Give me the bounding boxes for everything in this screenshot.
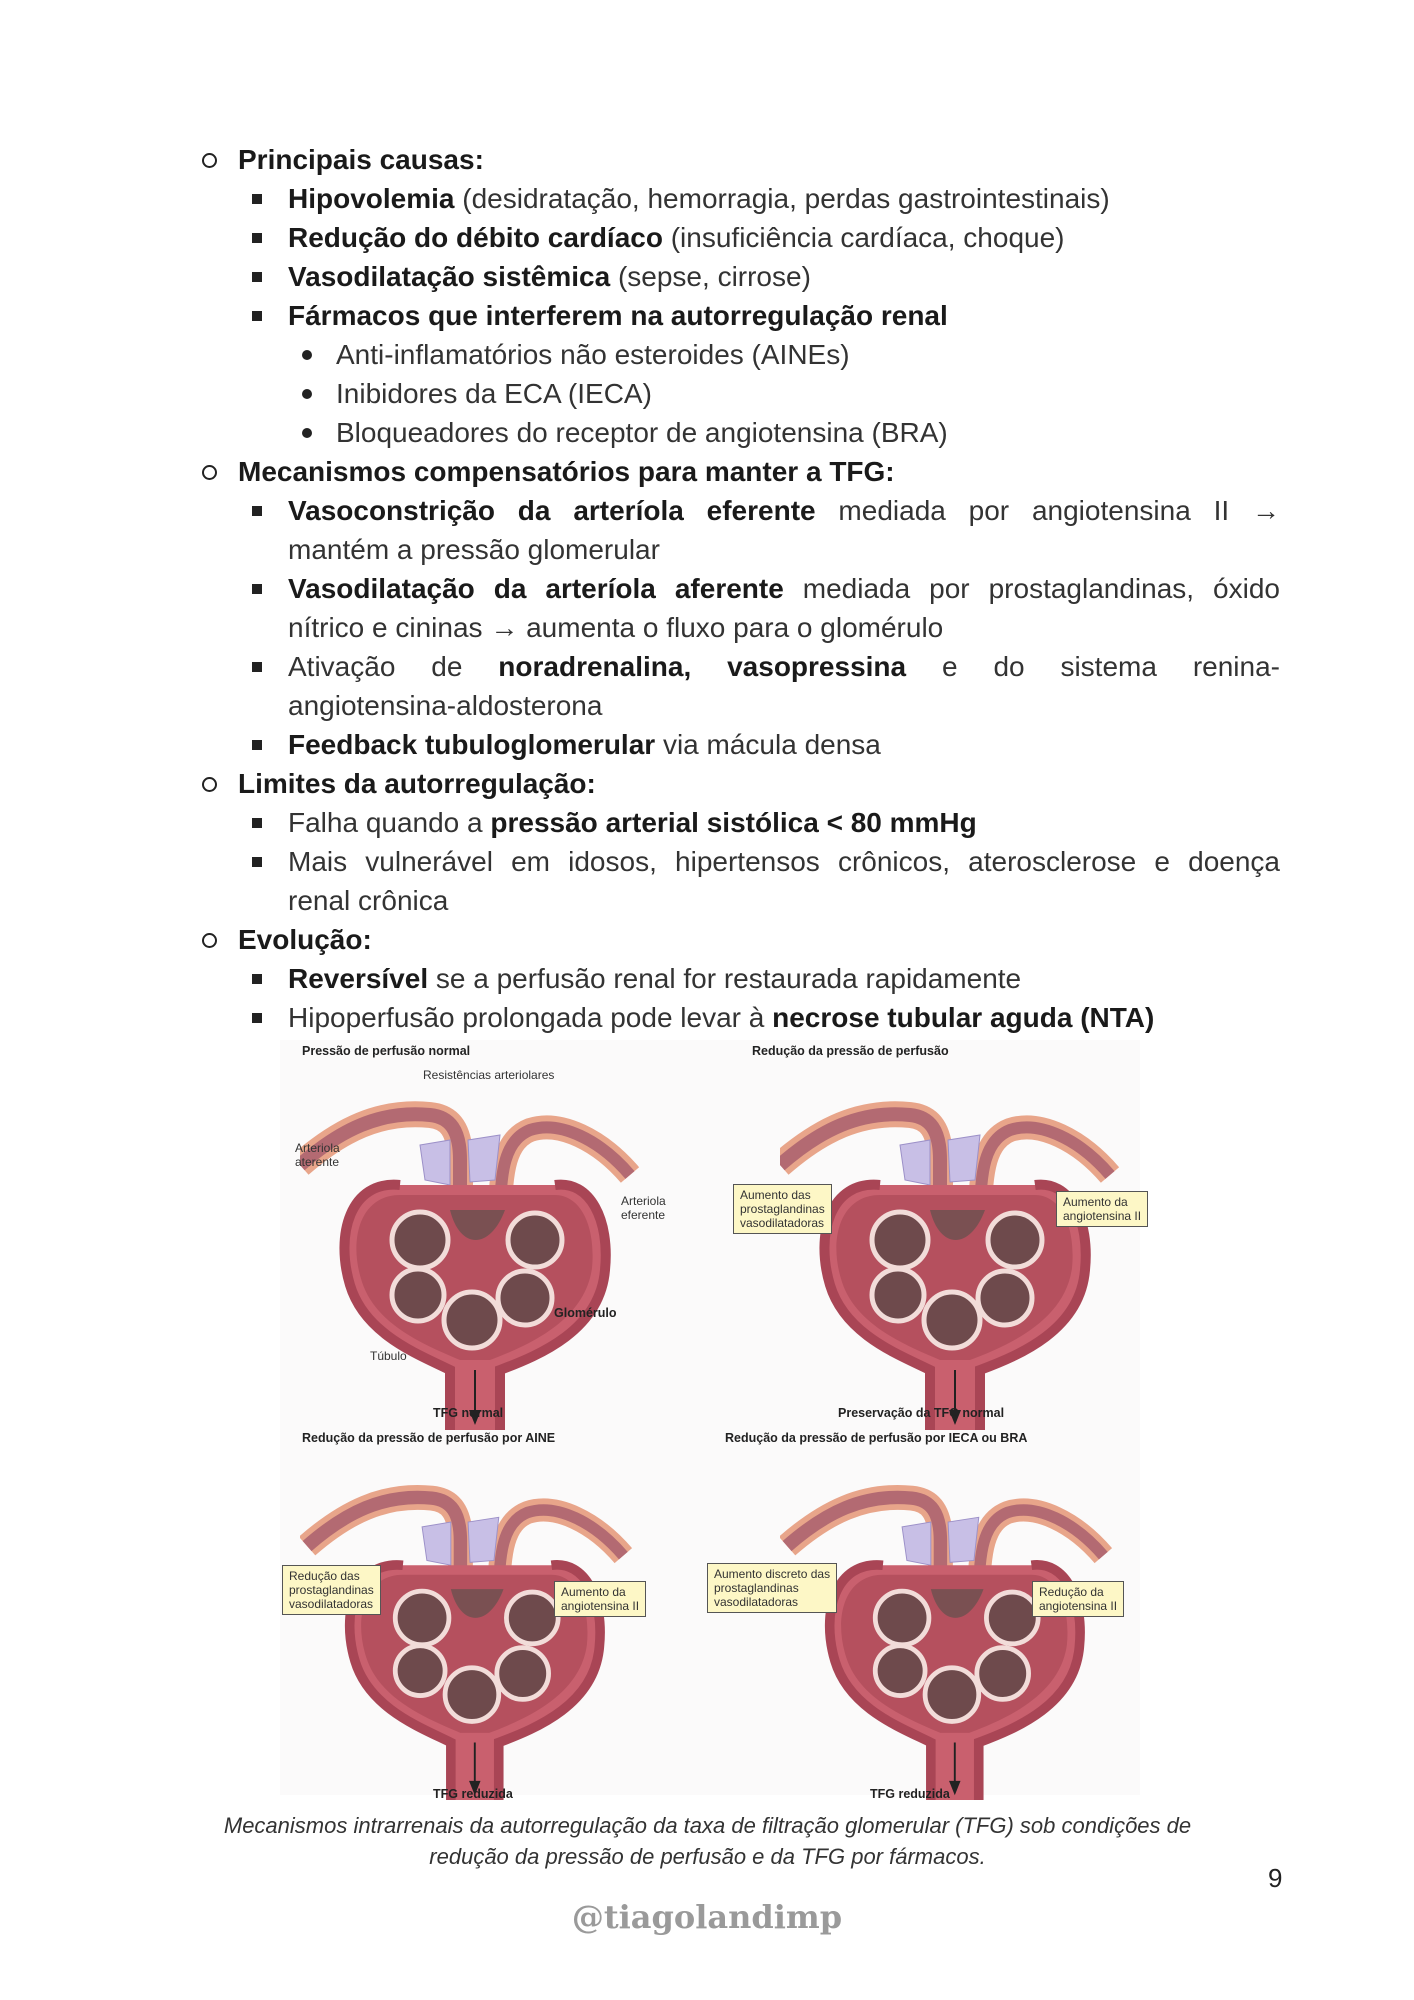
square-bullet-icon [252,818,262,828]
list-item: Vasodilatação da arteríola aferente mediada por prostaglandinas, óxido nítrico e cininas → aumenta o fluxo para o glomérulo [200,569,1280,647]
glomerulus-autoregulation-figure [280,1040,1142,1801]
square-bullet-icon [252,194,262,204]
dot-bullet-icon [302,350,312,360]
section-heading-limites: Limites da autorregulação: [200,764,1280,803]
square-bullet-icon [252,740,262,750]
hollow-circle-bullet-icon [202,777,217,792]
square-bullet-icon [252,584,262,594]
panel-normal-perfusion: Pressão de perfusão normal Resistências arteriolares Arteriola aterente Arteriola eferente Glomérulo Túbulo TFG normal [280,1040,700,1410]
dot-bullet-icon [302,428,312,438]
list-subitem: Bloqueadores do receptor de angiotensina (BRA) [200,413,1280,452]
list-item: Reversível se a perfusão renal for restaurada rapidamente [200,959,1280,998]
list-subitem: Anti-inflamatórios não esteroides (AINEs) [200,335,1280,374]
list-subitem: Inibidores da ECA (IECA) [200,374,1280,413]
list-item: Mais vulnerável em idosos, hipertensos crônicos, aterosclerose e doença renal crônica [200,842,1280,920]
square-bullet-icon [252,974,262,984]
list-item: Redução do débito cardíaco (insuficiência cardíaca, choque) [200,218,1280,257]
glomerulus-illustration [780,1455,1120,1800]
list-item: Ativação de noradrenalina, vasopressina e do sistema renina- angiotensina-aldosterona [200,647,1280,725]
square-bullet-icon [252,233,262,243]
square-bullet-icon [252,272,262,282]
callout-left: Redução das prostaglandinas vasodilatadoras [282,1565,381,1615]
figure-caption: Mecanismos intrarrenais da autorregulação da taxa de filtração glomerular (TFG) sob condições de redução da pressão de perfusão e da TFG por fármacos. [223,1813,1192,1869]
author-watermark: @tiagolandimp [571,1898,843,1936]
list-item: Fármacos que interferem na autorregulação renal [200,296,1280,335]
square-bullet-icon [252,662,262,672]
callout-right: Redução da angiotensina II [1032,1581,1124,1617]
list-item: Falha quando a pressão arterial sistólica < 80 mmHg [200,803,1280,842]
content-list [200,140,1280,1037]
list-item: Hipoperfusão prolongada pode levar à necrose tubular aguda (NTA) [200,998,1280,1037]
glomerulus-illustration [300,1070,640,1430]
callout-left: Aumento discreto das prostaglandinas vasodilatadoras [707,1563,837,1613]
hollow-circle-bullet-icon [202,465,217,480]
list-item: Hipovolemia (desidratação, hemorragia, perdas gastrointestinais) [200,179,1280,218]
section-heading-mecanismos: Mecanismos compensatórios para manter a TFG: [200,452,1280,491]
section-heading-evolucao: Evolução: [200,920,1280,959]
list-item: Vasodilatação sistêmica (sepse, cirrose) [200,257,1280,296]
square-bullet-icon [252,311,262,321]
hollow-circle-bullet-icon [202,153,217,168]
section-heading-principais-causas: Principais causas: [200,140,1280,179]
list-item: Feedback tubuloglomerular via mácula densa [200,725,1280,764]
dot-bullet-icon [302,389,312,399]
square-bullet-icon [252,1013,262,1023]
callout-right: Aumento da angiotensina II [1056,1191,1148,1227]
glomerulus-illustration [300,1455,640,1800]
panel-aine: Redução da pressão de perfusão por AINE Redução das prostaglandinas vasodilatadoras Aumento da angiotensina II TFG reduzida [280,1425,700,1795]
callout-left: Aumento das prostaglandinas vasodilatadoras [733,1184,832,1234]
page-number: 9 [1268,1863,1283,1893]
glomerulus-illustration [780,1070,1120,1430]
square-bullet-icon [252,506,262,516]
hollow-circle-bullet-icon [202,933,217,948]
panel-ieca-bra: Redução da pressão de perfusão por IECA ou BRA Aumento discreto das prostaglandinas vasodilatadoras Redução da angiotensina II TFG reduzida [710,1425,1130,1795]
callout-right: Aumento da angiotensina II [554,1581,646,1617]
list-item: Vasoconstrição da arteríola eferente mediada por angiotensina II → mantém a pressão glomerular [200,491,1280,569]
panel-reduced-perfusion: Redução da pressão de perfusão Aumento das prostaglandinas vasodilatadoras Aumento da angiotensina II Preservação da TFG normal [710,1040,1130,1410]
square-bullet-icon [252,857,262,867]
